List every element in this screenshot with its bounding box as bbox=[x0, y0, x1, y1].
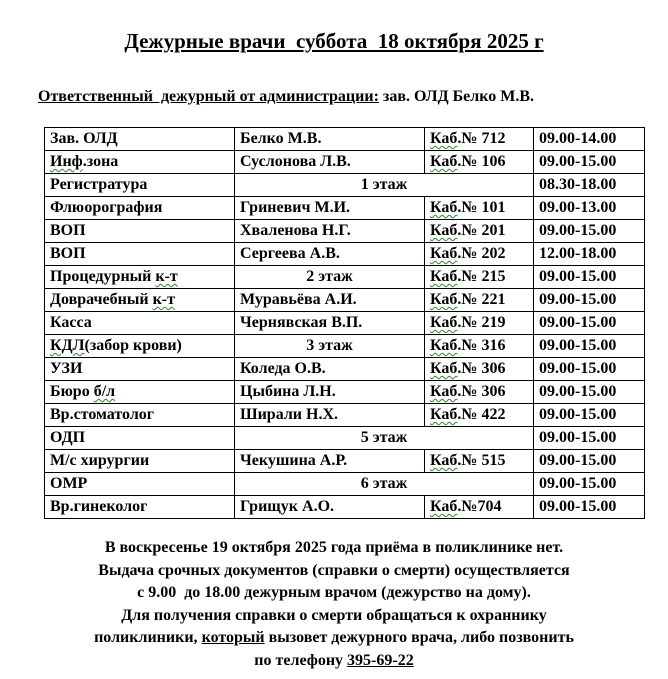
room-cell: Каб.№ 202 bbox=[425, 243, 534, 266]
room-cell: Каб.№ 201 bbox=[425, 220, 534, 243]
dept-cell: Флюорография bbox=[45, 197, 235, 220]
notice-line: В воскресенье 19 октября 2025 года приёма в поликлинике нет. bbox=[104, 539, 564, 556]
phone-number: 395-69-22 bbox=[347, 651, 414, 669]
dept-cell: КДЛ(забор крови) bbox=[45, 335, 235, 358]
dept-cell: Касса bbox=[45, 312, 235, 335]
time-cell: 09.00-15.00 bbox=[534, 450, 645, 473]
table-row bbox=[45, 266, 645, 289]
room-cell: Каб.№ 215 bbox=[425, 266, 534, 289]
time-cell: 09.00-15.00 bbox=[534, 404, 645, 427]
floor-cell: 2 этаж bbox=[235, 266, 425, 289]
table-row bbox=[45, 450, 645, 473]
notice-line: Для получения справки о смерти обращаться к охраннику bbox=[121, 606, 547, 624]
table-row bbox=[45, 289, 645, 312]
notice bbox=[0, 537, 668, 672]
time-cell: 09.00-13.00 bbox=[534, 197, 645, 220]
notice-line: Выдача срочных документов (справки о смерти) осуществляется bbox=[98, 561, 570, 579]
notice-line bbox=[0, 627, 668, 650]
room-cell: Каб.№ 515 bbox=[425, 450, 534, 473]
doctor-cell: Коледа О.В. bbox=[235, 358, 425, 381]
table-row bbox=[45, 473, 645, 496]
table-row bbox=[45, 312, 645, 335]
time-cell: 09.00-15.00 bbox=[534, 358, 645, 381]
doctor-cell: Гриневич М.И. bbox=[235, 197, 425, 220]
dept-cell: ВОП bbox=[45, 220, 235, 243]
dept-cell: Инф.зона bbox=[45, 151, 235, 174]
dept-cell: ВОП bbox=[45, 243, 235, 266]
room-cell: Каб.№ 306 bbox=[425, 358, 534, 381]
room-cell: Каб.№ 306 bbox=[425, 381, 534, 404]
responsible-value: зав. ОЛД Белко М.В. bbox=[378, 88, 535, 105]
time-cell: 08.30-18.00 bbox=[534, 174, 645, 197]
doctor-cell: Чекушина А.Р. bbox=[235, 450, 425, 473]
room-cell: Каб.№ 712 bbox=[425, 128, 534, 151]
doctor-cell: Муравьёва А.И. bbox=[235, 289, 425, 312]
room-cell: Каб.№ 316 bbox=[425, 335, 534, 358]
room-cell: Каб.№ 422 bbox=[425, 404, 534, 427]
table-row bbox=[45, 220, 645, 243]
time-cell: 09.00-14.00 bbox=[534, 128, 645, 151]
table-row bbox=[45, 243, 645, 266]
floor-cell: 3 этаж bbox=[235, 335, 425, 358]
table-row bbox=[45, 335, 645, 358]
time-cell: 09.00-15.00 bbox=[534, 496, 645, 519]
doctor-cell: Ширали Н.Х. bbox=[235, 404, 425, 427]
time-cell: 09.00-15.00 bbox=[534, 220, 645, 243]
responsible-label: Ответственный дежурный от администрации: bbox=[38, 88, 379, 105]
room-cell: Каб.№ 106 bbox=[425, 151, 534, 174]
time-cell: 09.00-15.00 bbox=[534, 427, 645, 450]
notice-text: который bbox=[201, 629, 265, 646]
time-cell: 09.00-15.00 bbox=[534, 151, 645, 174]
time-cell: 09.00-15.00 bbox=[534, 473, 645, 496]
floor-cell: 5 этаж bbox=[235, 427, 534, 450]
time-cell: 09.00-15.00 bbox=[534, 381, 645, 404]
dept-cell: ОДП bbox=[45, 427, 235, 450]
table-row bbox=[45, 197, 645, 220]
room-cell: Каб.№ 221 bbox=[425, 289, 534, 312]
room-cell: Каб.№704 bbox=[425, 496, 534, 519]
time-cell: 09.00-15.00 bbox=[534, 266, 645, 289]
doctor-cell: Грищук А.О. bbox=[235, 496, 425, 519]
table-row bbox=[45, 404, 645, 427]
doctor-cell: Хваленова Н.Г. bbox=[235, 220, 425, 243]
table-row bbox=[45, 427, 645, 450]
time-cell: 12.00-18.00 bbox=[534, 243, 645, 266]
table-row bbox=[45, 381, 645, 404]
notice-line: с 9.00 до 18.00 дежурным врачом (дежурство на дому). bbox=[137, 584, 531, 601]
dept-cell: Бюро б/л bbox=[45, 381, 235, 404]
table-row bbox=[45, 128, 645, 151]
time-cell: 09.00-15.00 bbox=[534, 289, 645, 312]
dept-cell: Вр.гинеколог bbox=[45, 496, 235, 519]
dept-cell: Процедурный к-т bbox=[45, 266, 235, 289]
doctor-cell: Суслонова Л.В. bbox=[235, 151, 425, 174]
doctor-cell: Сергеева А.В. bbox=[235, 243, 425, 266]
page-title: Дежурные врачи суббота 18 октября 2025 г bbox=[124, 29, 544, 53]
dept-cell: УЗИ bbox=[45, 358, 235, 381]
dept-cell: Вр.стоматолог bbox=[45, 404, 235, 427]
time-cell: 09.00-15.00 bbox=[534, 312, 645, 335]
dept-cell: Зав. ОЛД bbox=[45, 128, 235, 151]
table-row bbox=[45, 358, 645, 381]
time-cell: 09.00-15.00 bbox=[534, 335, 645, 358]
dept-cell: Доврачебный к-т bbox=[45, 289, 235, 312]
dept-cell: ОМР bbox=[45, 473, 235, 496]
floor-cell: 1 этаж bbox=[235, 174, 534, 197]
room-cell: Каб.№ 101 bbox=[425, 197, 534, 220]
doctor-cell: Белко М.В. bbox=[235, 128, 425, 151]
responsible-line bbox=[38, 88, 534, 106]
table-row bbox=[45, 496, 645, 519]
notice-text: вызовет дежурного врача, либо позвонить bbox=[264, 629, 574, 646]
doctor-cell: Цыбина Л.Н. bbox=[235, 381, 425, 404]
table-row bbox=[45, 174, 645, 197]
doctor-cell: Чернявская В.П. bbox=[235, 312, 425, 335]
notice-line bbox=[0, 650, 668, 673]
floor-cell: 6 этаж bbox=[235, 473, 534, 496]
duty-table bbox=[44, 127, 645, 519]
dept-cell: Регистратура bbox=[45, 174, 235, 197]
notice-text: по телефону bbox=[254, 651, 348, 669]
notice-text: поликлиники, bbox=[94, 629, 202, 646]
dept-cell: М/с хирургии bbox=[45, 450, 235, 473]
table-row bbox=[45, 151, 645, 174]
room-cell: Каб.№ 219 bbox=[425, 312, 534, 335]
